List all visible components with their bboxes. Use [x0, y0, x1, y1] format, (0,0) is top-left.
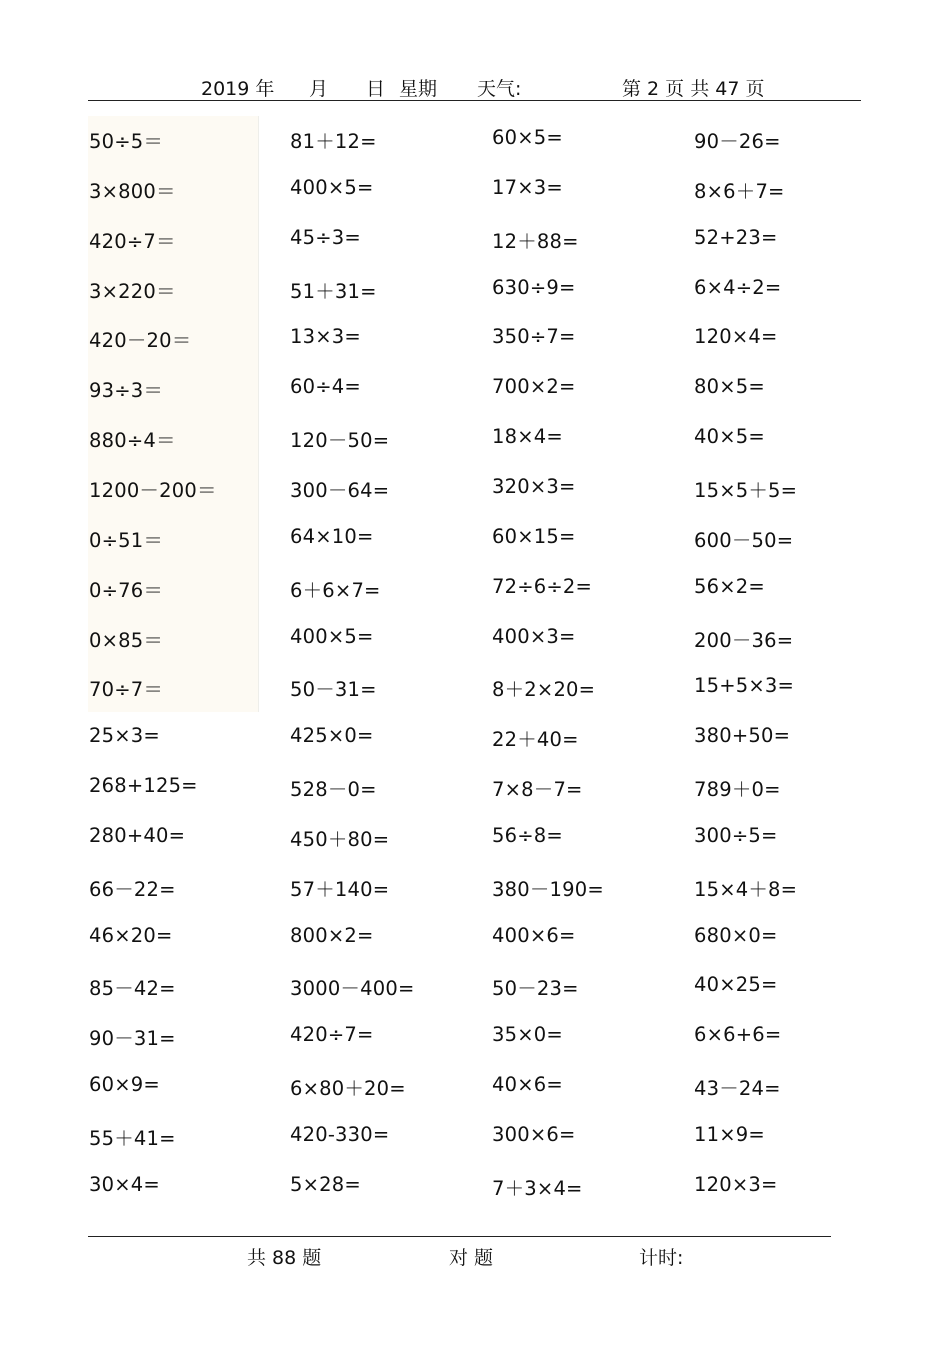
problem-cell: 320×3= — [492, 474, 576, 498]
problem-row — [89, 914, 849, 947]
problem-cell: 8×6＋7= — [694, 179, 785, 203]
footer-divider — [88, 1236, 831, 1237]
problem-cell: 200－36= — [694, 628, 794, 652]
header-day: 日 — [366, 78, 386, 100]
problem-cell: 400×5= — [290, 175, 374, 199]
problem-cell: 40×5= — [694, 425, 765, 449]
problem-row — [89, 714, 849, 752]
problem-cell: 15×5＋5= — [694, 478, 798, 502]
problem-cell: 40×25= — [694, 973, 778, 997]
problem-cell: 420÷7= — [290, 1023, 374, 1047]
problem-cell: 300÷5= — [694, 823, 778, 847]
problem-cell: 268+125= — [89, 774, 198, 798]
problem-cell: 400×3= — [492, 624, 576, 648]
problem-cell: 1200－200＝ — [89, 478, 217, 502]
problem-row — [89, 315, 849, 353]
problem-cell: 55＋41= — [89, 1127, 176, 1150]
problem-row — [89, 266, 849, 303]
header-page-info: 第 2 页 共 47 页 — [622, 78, 765, 100]
problem-cell: 81＋12= — [290, 130, 377, 153]
problem-cell: 800×2= — [290, 923, 374, 947]
footer-total-questions: 共 88 题 — [247, 1247, 322, 1269]
problem-cell: 12＋88= — [492, 229, 579, 253]
problem-cell: 13×3= — [290, 325, 361, 349]
problem-cell: 880÷4＝ — [89, 429, 176, 453]
problem-cell: 3000－400= — [290, 977, 415, 1001]
problem-cell: 425×0= — [290, 724, 374, 748]
problem-row — [89, 1113, 849, 1150]
problem-cell: 0×85＝ — [89, 628, 164, 652]
problem-cell: 93÷3＝ — [89, 379, 164, 403]
problem-cell: 22＋40= — [492, 728, 579, 752]
problem-cell: 6×6+6= — [694, 1023, 782, 1047]
problem-cell: 64×10= — [290, 524, 374, 548]
footer-correct-count: 对 题 — [449, 1247, 494, 1269]
problem-cell: 15×4＋8= — [694, 877, 798, 901]
problem-cell: 90－31= — [89, 1027, 176, 1051]
problem-cell: 6×80＋20= — [290, 1077, 406, 1101]
problem-cell: 6＋6×7= — [290, 578, 381, 602]
page-header — [88, 70, 860, 100]
problem-cell: 85－42= — [89, 977, 176, 1001]
problem-cell: 45÷3= — [290, 225, 361, 249]
problem-cell: 120×4= — [694, 325, 778, 349]
problem-cell: 51＋31= — [290, 279, 377, 303]
problem-cell: 40×6= — [492, 1073, 563, 1097]
problem-row — [89, 664, 849, 702]
problem-cell: 630÷9= — [492, 275, 576, 299]
problem-row — [89, 864, 849, 901]
problem-cell: 350÷7= — [492, 325, 576, 349]
problem-cell: 72÷6÷2= — [492, 574, 593, 598]
problem-cell: 380+50= — [694, 724, 791, 748]
problem-cell: 70÷7＝ — [89, 678, 164, 702]
problem-cell: 400×6= — [492, 923, 576, 947]
problem-cell: 400×5= — [290, 624, 374, 648]
problem-cell: 420÷7＝ — [89, 229, 176, 253]
problem-cell: 420-330= — [290, 1123, 390, 1146]
header-month: 月 — [309, 78, 329, 100]
problem-cell: 57＋140= — [290, 877, 390, 901]
problem-cell: 528－0= — [290, 778, 377, 802]
problem-cell: 30×4= — [89, 1172, 160, 1196]
problem-row — [89, 116, 849, 153]
problem-cell: 90－26= — [694, 130, 781, 153]
problem-cell: 789＋0= — [694, 778, 781, 802]
problem-cell: 60×9= — [89, 1073, 160, 1097]
problem-cell: 56÷8= — [492, 823, 563, 847]
problem-row — [89, 764, 849, 802]
problem-cell: 7＋3×4= — [492, 1176, 583, 1200]
problem-cell: 420－20＝ — [89, 329, 192, 353]
problem-cell: 43－24= — [694, 1077, 781, 1101]
problem-row — [89, 216, 849, 253]
header-year: 2019 年 — [201, 78, 275, 100]
problem-cell: 6×4÷2= — [694, 275, 782, 299]
problem-row — [89, 365, 849, 403]
problem-cell: 17×3= — [492, 175, 563, 199]
problem-row — [89, 963, 849, 1001]
problem-cell: 600－50= — [694, 528, 794, 552]
header-weekday: 星期 — [399, 78, 438, 100]
problem-row — [89, 565, 849, 602]
problem-row — [89, 814, 849, 851]
problem-cell: 15+5×3= — [694, 674, 795, 698]
problem-row — [89, 465, 849, 502]
problem-cell: 52+23= — [694, 225, 778, 249]
problem-cell: 5×28= — [290, 1172, 361, 1196]
problem-cell: 300－64= — [290, 478, 390, 502]
problem-cell: 35×0= — [492, 1023, 563, 1047]
problem-cell: 50÷5＝ — [89, 130, 164, 153]
problem-cell: 3×800＝ — [89, 179, 176, 203]
problem-cell: 300×6= — [492, 1123, 576, 1146]
problem-cell: 0÷51＝ — [89, 528, 164, 552]
problem-cell: 120×3= — [694, 1172, 778, 1196]
problem-cell: 50－31= — [290, 678, 377, 702]
problem-cell: 60×15= — [492, 524, 576, 548]
problem-row — [89, 166, 849, 203]
problem-cell: 60÷4= — [290, 375, 361, 399]
problem-row — [89, 1063, 849, 1101]
problem-cell: 11×9= — [694, 1123, 765, 1146]
problem-cell: 7×8－7= — [492, 778, 583, 802]
problem-cell: 80×5= — [694, 375, 765, 399]
problem-cell: 25×3= — [89, 724, 160, 748]
header-divider — [88, 100, 861, 101]
problem-row — [89, 415, 849, 453]
problem-cell: 60×5= — [492, 126, 563, 149]
problem-cell: 50－23= — [492, 977, 579, 1001]
problem-cell: 66－22= — [89, 877, 176, 901]
problem-row — [89, 515, 849, 552]
problem-cell: 450＋80= — [290, 827, 390, 851]
problem-cell: 280+40= — [89, 823, 186, 847]
problem-cell: 700×2= — [492, 375, 576, 399]
header-weather: 天气: — [477, 78, 522, 100]
problem-cell: 56×2= — [694, 574, 765, 598]
problem-cell: 46×20= — [89, 923, 173, 947]
problem-row — [89, 1163, 849, 1200]
problem-cell: 18×4= — [492, 425, 563, 449]
problem-cell: 380－190= — [492, 877, 604, 901]
problem-cell: 0÷76＝ — [89, 578, 164, 602]
problem-cell: 3×220＝ — [89, 279, 176, 303]
problem-cell: 8＋2×20= — [492, 678, 596, 702]
footer-timer: 计时: — [639, 1247, 684, 1269]
problem-cell: 680×0= — [694, 923, 778, 947]
problem-row — [89, 615, 849, 652]
problem-cell: 120－50= — [290, 429, 390, 453]
problem-row — [89, 1013, 849, 1051]
